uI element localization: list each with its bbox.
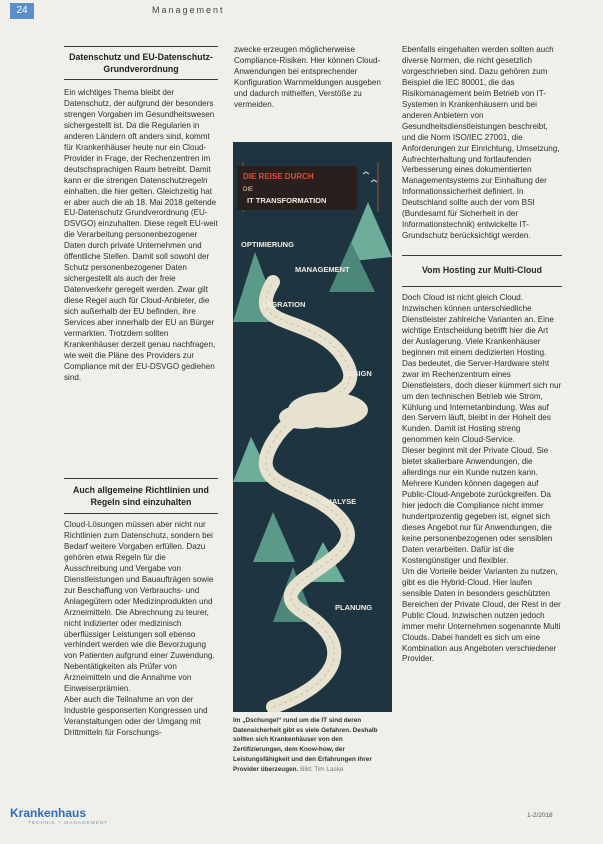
logo-subtitle: TECHNIK + MANAGEMENT [28, 820, 109, 825]
sign-line-2: DIE [243, 187, 254, 193]
sign-line-3: IT TRANSFORMATION [247, 196, 327, 205]
paragraph: zwecke erzeugen möglicherweise Compliance-Risiken. Hier können Cloud-Anwendungen bei entsprechender Konfiguration Warnmeldungen ausgeben und dadurch mithelfen, Verstöße zu vermeiden. [234, 45, 381, 109]
caption-text: Im „Dschungel“ rund um die IT sind deren Datensicherheit gibt es viele Gefahren. Deshalb sollten sich Krankenhäuser von den Zertifizierungen, dem Know-how, der Leistungsfähigkeit und den Erfahrungen ihrer Provider überzeugen. [233, 717, 378, 773]
column-1-body [64, 88, 218, 384]
stage-management: MANAGEMENT [295, 265, 350, 274]
paragraph: Doch Cloud ist nicht gleich Cloud. Inzwischen können unterschiedliche Dienstleister zahlreiche Varianten an. Eine wichtige Entscheidung betrifft hier die Art der Auslagerung. Viele Krankenhäuser beginnen mit einem dedizierten Hosting. Das bedeutet, die Server-Hardware steht zwar im Rechenzentrum eines Dienstleisters, doch dieser kümmert sich nur um den technischen Betrieb wie Strom, Kühlung und Internetanbindung. Was auf den Servern läuft, bleibt in der Hoheit des Kunden. Damit ist Hosting streng genommen kein Cloud-Service. [402, 293, 562, 445]
section-title: Management [152, 5, 225, 15]
paragraph: Aber auch die Teilnahme an von der Industrie gesponserten Kongressen und Veranstaltungen oder der Umgang mit Drittmitteln für Forschungs- [64, 695, 208, 738]
stage-analyse: ANALYSE [321, 497, 357, 506]
paragraph: Ein wichtiges Thema bleibt der Datenschutz, der aufgrund der besonders strengen Vorgaben im Gesundheitswesen sichergestellt ist. Da die Regularien in anderen Ländern oft anders sind, kommt für Krankenhäuser heute nur ein Cloud-Provider in Frage, der Rechenzentren im deutschsprachigen Raum betreibt. Damit kann er die strengen Datenschutzregeln einhalten, die hier gelten. Gleichzeitig hat er aber auch die ab 18. Mai 2018 geltende EU-Datenschutz Grundverordnung (EU-DSVGO) einzuhalten. Diese regelt EU-weit die Verarbeitung personenbezogener Daten durch private Unternehmen und öffentliche Stellen. Damit soll sowohl der Schutz personenbezogener Daten sichergestellt als auch der freie Datenverkehr geregelt werden. Zwar gilt diese Regel auch für Cloud-Anbieter, die sich außerhalb der EU befinden, ihre Services aber innerhalb der EU an Bürger vermarkten. Trotzdem sollten Krankenhäuser derzeit genau nachfragen, wie weit die Pläne des Providers zur Compliance mit der EU-DSVGO gediehen sind. [64, 88, 218, 382]
sign-line-1: DIE REISE DURCH [243, 172, 314, 181]
image-credit: Bild: Tim Laske [300, 765, 344, 773]
column-1-body-2 [64, 520, 218, 739]
issue-number: 1-2/2018 [527, 812, 553, 819]
box-title-richtlinien: Auch allgemeine Richtlinien und Regeln sind einzuhalten [64, 478, 218, 514]
image-caption [233, 716, 392, 774]
it-transformation-illustration [233, 142, 392, 712]
paragraph: Dieser beginnt mit der Private Cloud. Sie bietet skalierbare Anwendungen, die allerdings nur ein Kunde nutzen kann. Mehrere Kunden können dagegen auf Public-Cloud-Angebote zurückgreifen. Da hier jedoch die Compliance nicht immer hundertprozentig gegeben ist, eignet sich dieses Angebot nur für Anwendungen, die keine personenbezogenen oder sensiblen Daten verarbeiten. Dafür ist die Kostengünstiger und flexibler. [402, 446, 553, 565]
page-number: 24 [10, 3, 34, 19]
krankenhaus-logo: Krankenhaus [10, 806, 87, 820]
stage-planung: PLANUNG [335, 603, 373, 612]
column-3-body [402, 45, 562, 242]
box-title-hosting: Vom Hosting zur Multi-Cloud [402, 255, 562, 287]
column-2-body [234, 45, 384, 111]
paragraph: Cloud-Lösungen müssen aber nicht nur Richtlinien zum Datenschutz, sondern bei Bedarf weitere Vorgaben erfüllen. Dazu gehören etwa Regeln für die Ausschreibung und Vergabe von Dienstleistungen und Bauaufträgen sowie zur Beschaffung von Verbrauchs- und Anlagegütern oder Medizinprodukten und Arzneimitteln. Die Abrechnung zu teurer, nicht indizierter oder medizinisch überflüssiger Leistungen soll ebenso verhindert werden wie die Bevorzugung von Patienten aufgrund einer Zuwendung. Nebentätigkeiten als Prüfer von Arzneimitteln und die Annahme von Einweiserprämien. [64, 520, 215, 694]
stage-optimierung: OPTIMIERUNG [241, 240, 294, 249]
box-title-datenschutz: Datenschutz und EU-Datenschutz-Grundverordnung [64, 46, 218, 80]
paragraph: Ebenfalls eingehalten werden sollten auch diverse Normen, die nicht gesetzlich vorgeschrieben sind. Dazu gehören zum Beispiel die IEC 80001, die das Risikomanagement beim Betrieb von IT-Systemen in Krankenhäusern und bei anderen Anbietern von Gesundheitsdienstleistungen beschreibt, und die Norm ISO/IEC 27001, die Anforderungen zur Einrichtung, Umsetzung, Aufrechterhaltung und fortlaufenden Verbesserung eines dokumentierten Managementsystems zur Einhaltung der Informationssicherheit definiert. In Deutschland sollte auch der vom BSI (Bundesamt für Sicherheit in der Informationstechnik) entwickelte IT-Grundschutz berücksichtigt werden. [402, 45, 560, 241]
column-3-body-2 [402, 293, 562, 665]
paragraph: Um die Vorteile beider Varianten zu nutzen, gibt es die Hybrid-Cloud. Hier laufen sensible Daten in besonders geschützten Bereichen der Private Cloud, der Rest in der Public Cloud. Inzwischen nutzen jedoch immer mehr Unternehmen sogenannte Multi Clouds. Dabei handelt es sich um eine Kombination aus Angeboten verschiedener Provider. [402, 566, 561, 664]
stage-migration: MIGRATION [263, 300, 306, 309]
stage-design: DESIGN [343, 369, 372, 378]
